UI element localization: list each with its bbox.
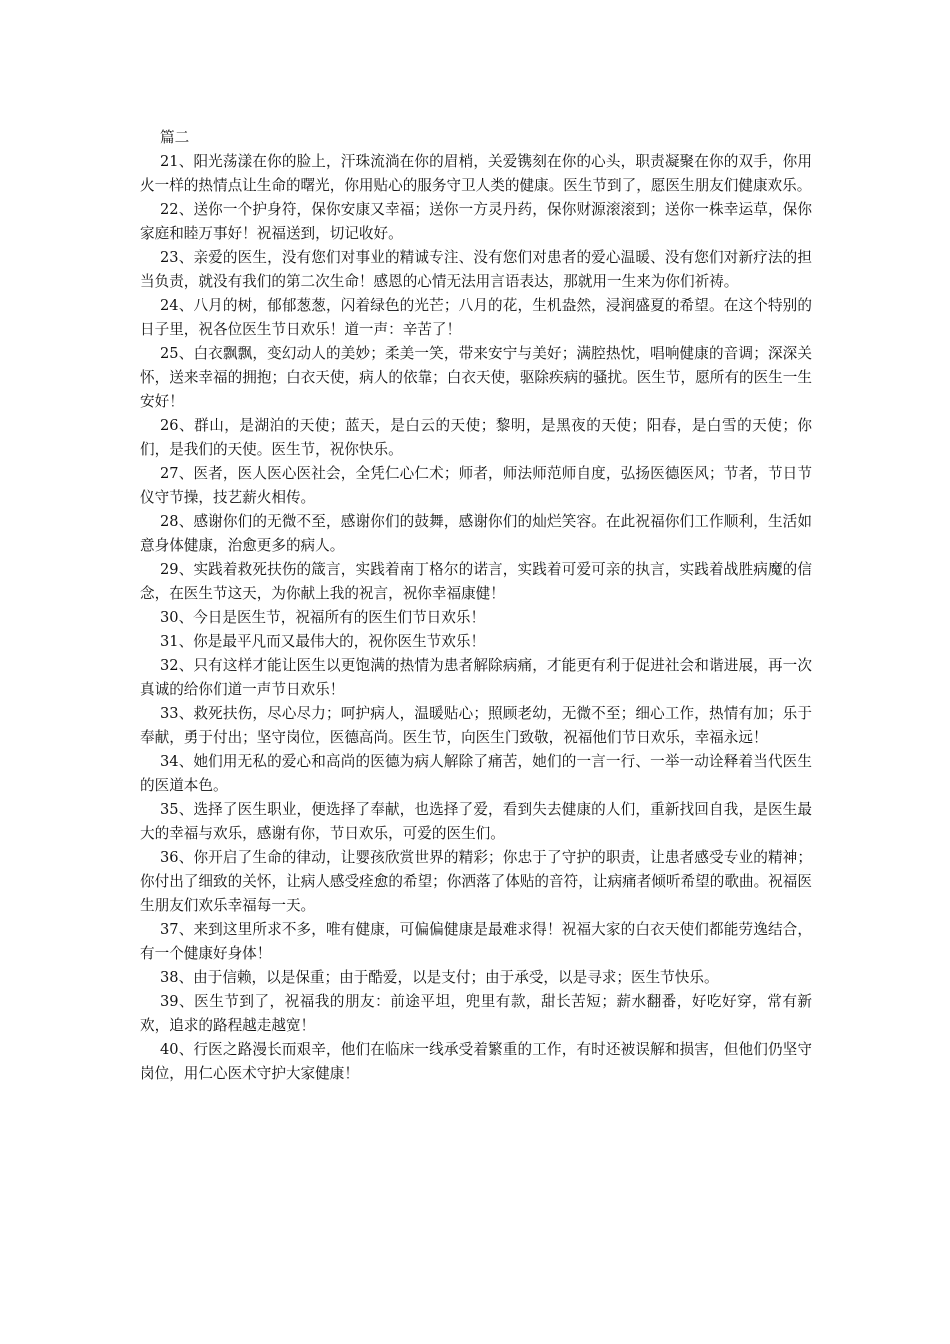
paragraph-23: 23、亲爱的医生，没有您们对事业的精诚专注、没有您们对患者的爱心温暖、没有您们对新疗法的担当负责，就没有我们的第二次生命！感恩的心情无法用言语表达，那就用一生来为你们祈祷。 bbox=[140, 249, 812, 290]
section-heading: 篇二 bbox=[160, 129, 190, 146]
paragraph-26: 26、群山，是湖泊的天使；蓝天，是白云的天使；黎明，是黑夜的天使；阳春，是白雪的天使；你们，是我们的天使。医生节，祝你快乐。 bbox=[140, 417, 812, 458]
paragraph-32: 32、只有这样才能让医生以更饱满的热情为患者解除病痛，才能更有利于促进社会和谐进展，再一次真诚的给你们道一声节日欢乐！ bbox=[140, 657, 812, 698]
paragraph-25: 25、白衣飘飘，变幻动人的美妙；柔美一笑，带来安宁与美好；满腔热忱，唱响健康的音调；深深关怀，送来幸福的拥抱；白衣天使，病人的依靠；白衣天使，驱除疾病的骚扰。医生节，愿所有的医生一生安好！ bbox=[140, 345, 812, 410]
paragraph-39: 39、医生节到了，祝福我的朋友：前途平坦，兜里有款，甜长苦短；薪水翻番，好吃好穿，常有新欢，追求的路程越走越宽！ bbox=[140, 993, 812, 1034]
paragraph-37: 37、来到这里所求不多，唯有健康，可偏偏健康是最难求得！祝福大家的白衣天使们都能劳逸结合，有一个健康好身体！ bbox=[140, 921, 812, 962]
paragraph-40: 40、行医之路漫长而艰辛，他们在临床一线承受着繁重的工作，有时还被误解和损害，但他们仍坚守岗位，用仁心医术守护大家健康！ bbox=[140, 1041, 812, 1082]
paragraph-35: 35、选择了医生职业，便选择了奉献，也选择了爱，看到失去健康的人们，重新找回自我，是医生最大的幸福与欢乐，感谢有你，节日欢乐，可爱的医生们。 bbox=[140, 801, 812, 842]
paragraph-24: 24、八月的树，郁郁葱葱，闪着绿色的光芒；八月的花，生机盎然，浸润盛夏的希望。在这个特别的日子里，祝各位医生节日欢乐！道一声：辛苦了！ bbox=[140, 297, 812, 338]
paragraph-27: 27、医者，医人医心医社会，全凭仁心仁术；师者，师法师范师自度，弘扬医德医风；节者，节日节仪守节操，技艺薪火相传。 bbox=[140, 465, 812, 506]
paragraph-38: 38、由于信赖，以是保重；由于酷爱，以是支付；由于承受，以是寻求；医生节快乐。 bbox=[160, 969, 719, 986]
document-page bbox=[140, 126, 812, 1086]
paragraph-31: 31、你是最平凡而又最伟大的，祝你医生节欢乐！ bbox=[160, 633, 486, 650]
paragraph-28: 28、感谢你们的无微不至，感谢你们的鼓舞，感谢你们的灿烂笑容。在此祝福你们工作顺利，生活如意身体健康，治愈更多的病人。 bbox=[140, 513, 812, 554]
paragraph-33: 33、救死扶伤，尽心尽力；呵护病人，温暖贴心；照顾老幼，无微不至；细心工作，热情有加；乐于奉献，勇于付出；坚守岗位，医德高尚。医生节，向医生门致敬，祝福他们节日欢乐，幸福永远！ bbox=[140, 705, 812, 746]
paragraph-30: 30、今日是医生节，祝福所有的医生们节日欢乐！ bbox=[160, 609, 486, 626]
paragraph-22: 22、送你一个护身符，保你安康又幸福；送你一方灵丹药，保你财源滚滚到；送你一株幸运草，保你家庭和睦万事好！祝福送到，切记收好。 bbox=[140, 201, 812, 242]
paragraph-36: 36、你开启了生命的律动，让婴孩欣赏世界的精彩；你忠于了守护的职责，让患者感受专业的精神；你付出了细致的关怀，让病人感受痊愈的希望；你洒落了体贴的音符，让病痛者倾听希望的歌曲。祝福医生朋友们欢乐幸福每一天。 bbox=[140, 849, 812, 914]
paragraph-34: 34、她们用无私的爱心和高尚的医德为病人解除了痛苦，她们的一言一行、一举一动诠释着当代医生的医道本色。 bbox=[140, 753, 812, 794]
paragraph-21: 21、阳光荡漾在你的脸上，汗珠流淌在你的眉梢，关爱镌刻在你的心头，职责凝聚在你的双手，你用火一样的热情点让生命的曙光，你用贴心的服务守卫人类的健康。医生节到了，愿医生朋友们健康欢乐。 bbox=[140, 153, 812, 194]
paragraph-29: 29、实践着救死扶伤的箴言，实践着南丁格尔的诺言，实践着可爱可亲的执言，实践着战胜病魔的信念，在医生节这天，为你献上我的祝言，祝你幸福康健！ bbox=[140, 561, 812, 602]
